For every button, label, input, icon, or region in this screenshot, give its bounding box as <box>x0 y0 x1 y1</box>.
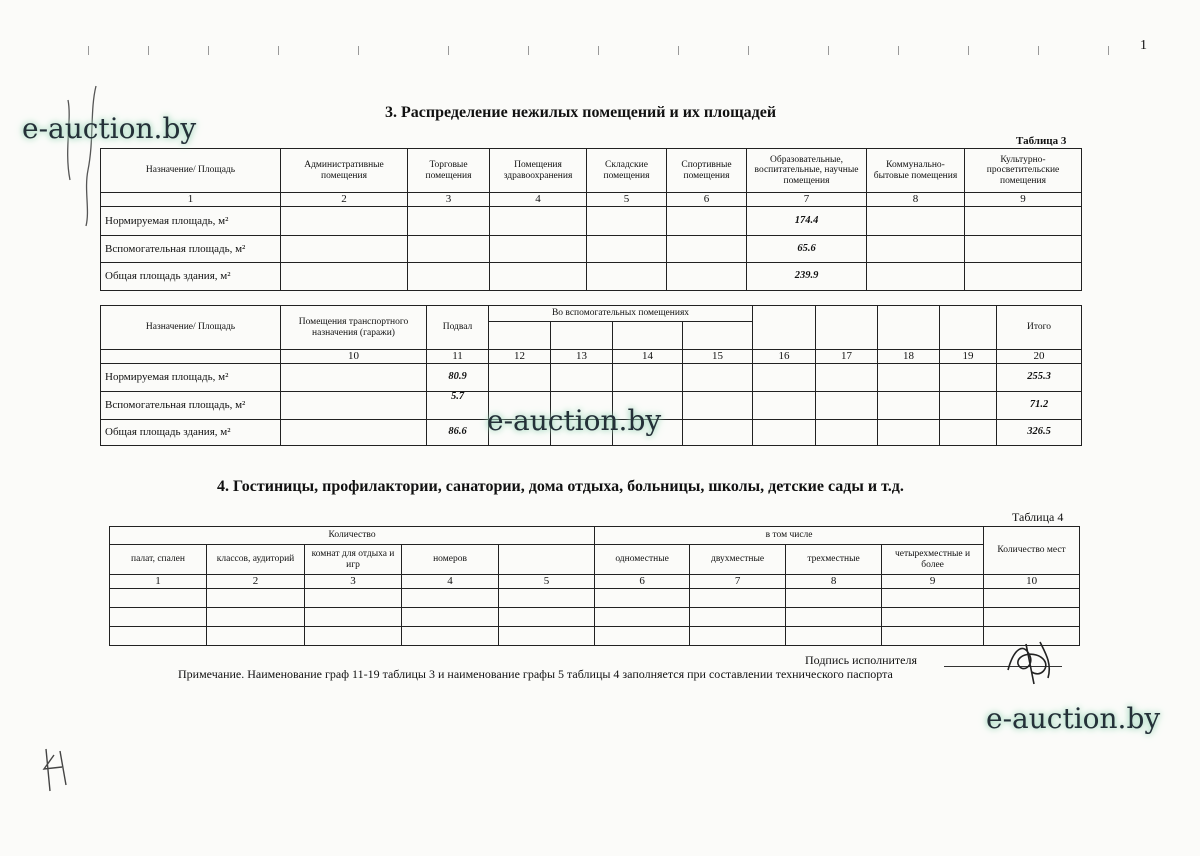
table-cell <box>753 392 816 420</box>
col-number: 3 <box>408 193 490 207</box>
table-cell <box>940 364 997 392</box>
header-educational: Образовательные, воспитательные, научные помещения <box>747 149 867 193</box>
col-number <box>101 350 281 364</box>
col-number: 14 <box>613 350 683 364</box>
header-classes: классов, аудиторий <box>207 545 305 575</box>
table-cell <box>587 236 667 263</box>
col-number: 10 <box>281 350 427 364</box>
table-cell <box>408 263 490 291</box>
table-cell <box>965 236 1082 263</box>
table-cell: 71.2 <box>997 392 1082 420</box>
header-auxiliary-rooms: Во вспомогательных помещениях <box>489 306 753 322</box>
header-basement: Подвал <box>427 306 489 350</box>
row-label-total-area: Общая площадь здания, м² <box>101 420 281 446</box>
header-communal: Коммунально-бытовые помещения <box>867 149 965 193</box>
table-cell: 5.7 <box>427 392 489 420</box>
table-cell <box>613 364 683 392</box>
signature-scribble <box>1000 634 1060 686</box>
table-3-part-1 <box>100 148 1082 291</box>
col-number: 18 <box>878 350 940 364</box>
table-row <box>110 627 1080 646</box>
row-label-total-area: Общая площадь здания, м² <box>101 263 281 291</box>
table-cell <box>281 236 408 263</box>
col-number: 4 <box>402 575 499 589</box>
table-cell: 65.6 <box>747 236 867 263</box>
header-blank <box>551 322 613 350</box>
table-cell <box>281 364 427 392</box>
table-cell <box>408 207 490 236</box>
col-number: 20 <box>997 350 1082 364</box>
table-cell <box>587 263 667 291</box>
table-cell <box>551 364 613 392</box>
col-number: 11 <box>427 350 489 364</box>
table-4 <box>109 526 1080 646</box>
section-4-title: 4. Гостиницы, профилактории, санатории, дома отдыха, больницы, школы, детские сады и т.д. <box>217 478 904 495</box>
table-cell <box>281 207 408 236</box>
col-number: 9 <box>965 193 1082 207</box>
table-cell <box>965 263 1082 291</box>
row-label-normed-area: Нормируемая площадь, м² <box>101 207 281 236</box>
table-cell <box>878 364 940 392</box>
table-cell <box>667 236 747 263</box>
col-number: 2 <box>281 193 408 207</box>
col-number: 8 <box>867 193 965 207</box>
table-cell <box>667 263 747 291</box>
header-trade: Торговые помещения <box>408 149 490 193</box>
header-blank <box>753 306 816 350</box>
col-number: 10 <box>984 575 1080 589</box>
col-number: 7 <box>747 193 867 207</box>
table-cell <box>878 392 940 420</box>
col-number: 13 <box>551 350 613 364</box>
header-blank <box>878 306 940 350</box>
col-number: 9 <box>882 575 984 589</box>
header-including: в том числе <box>595 527 984 545</box>
table-cell <box>683 364 753 392</box>
col-number: 6 <box>595 575 690 589</box>
table-cell <box>408 236 490 263</box>
header-garage: Помещения транспортного назначения (гаражи) <box>281 306 427 350</box>
table-cell <box>489 364 551 392</box>
col-number: 16 <box>753 350 816 364</box>
header-blank <box>613 322 683 350</box>
table-cell <box>940 420 997 446</box>
table-cell <box>816 392 878 420</box>
table-cell <box>683 420 753 446</box>
header-wards: палат, спален <box>110 545 207 575</box>
table-4-label: Таблица 4 <box>1012 510 1064 524</box>
table-cell <box>281 392 427 420</box>
table-cell <box>667 207 747 236</box>
col-number: 4 <box>490 193 587 207</box>
margin-handwriting <box>40 745 70 795</box>
col-number: 5 <box>499 575 595 589</box>
row-label-auxiliary-area: Вспомогательная площадь, м² <box>101 392 281 420</box>
col-number: 1 <box>101 193 281 207</box>
table-cell <box>281 263 408 291</box>
header-quantity: Количество <box>110 527 595 545</box>
header-triple: трехместные <box>786 545 882 575</box>
header-administrative: Административные помещения <box>281 149 408 193</box>
table-cell: 326.5 <box>997 420 1082 446</box>
table-cell <box>878 420 940 446</box>
col-number: 17 <box>816 350 878 364</box>
table-cell <box>587 207 667 236</box>
col-number: 8 <box>786 575 882 589</box>
header-sports: Спортивные помещения <box>667 149 747 193</box>
table-cell: 239.9 <box>747 263 867 291</box>
col-number: 3 <box>305 575 402 589</box>
col-number: 2 <box>207 575 305 589</box>
table-cell: 255.3 <box>997 364 1082 392</box>
row-label-auxiliary-area: Вспомогательная площадь, м² <box>101 236 281 263</box>
header-storage: Складские помещения <box>587 149 667 193</box>
header-single: одноместные <box>595 545 690 575</box>
header-blank <box>940 306 997 350</box>
col-number: 19 <box>940 350 997 364</box>
header-col-5 <box>499 545 595 575</box>
watermark: e-auction.by <box>986 702 1161 735</box>
table-cell <box>816 420 878 446</box>
table-row <box>101 263 1082 291</box>
table-cell <box>490 263 587 291</box>
table-cell <box>490 207 587 236</box>
table-cell <box>867 207 965 236</box>
header-healthcare: Помещения здравоохранения <box>490 149 587 193</box>
header-double: двухместные <box>690 545 786 575</box>
footnote: Примечание. Наименование граф 11-19 таблицы 3 и наименование графы 5 таблицы 4 заполняется при составлении технического паспорта <box>178 667 893 681</box>
table-cell: 86.6 <box>427 420 489 446</box>
table-row <box>101 207 1082 236</box>
table-cell <box>490 236 587 263</box>
signature-label: Подпись исполнителя <box>805 653 917 667</box>
watermark: e-auction.by <box>22 112 197 145</box>
table-row <box>101 364 1082 392</box>
table-cell <box>940 392 997 420</box>
header-rooms: номеров <box>402 545 499 575</box>
header-purpose: Назначение/ Площадь <box>101 306 281 350</box>
col-number: 5 <box>587 193 667 207</box>
table-cell: 174.4 <box>747 207 867 236</box>
header-purpose: Назначение/ Площадь <box>101 149 281 193</box>
page-number: 1 <box>1140 38 1147 53</box>
col-number: 1 <box>110 575 207 589</box>
table-row <box>110 608 1080 627</box>
col-number: 12 <box>489 350 551 364</box>
header-cultural: Культурно-просветительские помещения <box>965 149 1082 193</box>
col-number: 6 <box>667 193 747 207</box>
watermark: e-auction.by <box>487 404 662 437</box>
col-number: 15 <box>683 350 753 364</box>
header-quadruple: четырехместные и более <box>882 545 984 575</box>
header-rest-rooms: комнат для отдыха и игр <box>305 545 402 575</box>
row-label-normed-area: Нормируемая площадь, м² <box>101 364 281 392</box>
table-cell <box>281 420 427 446</box>
header-blank <box>816 306 878 350</box>
header-total: Итого <box>997 306 1082 350</box>
table-cell: 80.9 <box>427 364 489 392</box>
margin-handwriting <box>50 80 120 230</box>
scan-tick-marks <box>80 46 1160 56</box>
table-3-label: Таблица 3 <box>1016 135 1067 147</box>
table-cell <box>965 207 1082 236</box>
table-cell <box>753 420 816 446</box>
table-cell <box>753 364 816 392</box>
section-3-title: 3. Распределение нежилых помещений и их площадей <box>385 104 777 121</box>
table-cell <box>867 263 965 291</box>
col-number: 7 <box>690 575 786 589</box>
table-row <box>110 589 1080 608</box>
table-cell <box>683 392 753 420</box>
table-cell <box>867 236 965 263</box>
header-blank <box>489 322 551 350</box>
header-blank <box>683 322 753 350</box>
table-cell <box>816 364 878 392</box>
table-row <box>101 236 1082 263</box>
header-places-count: Количество мест <box>984 527 1080 575</box>
